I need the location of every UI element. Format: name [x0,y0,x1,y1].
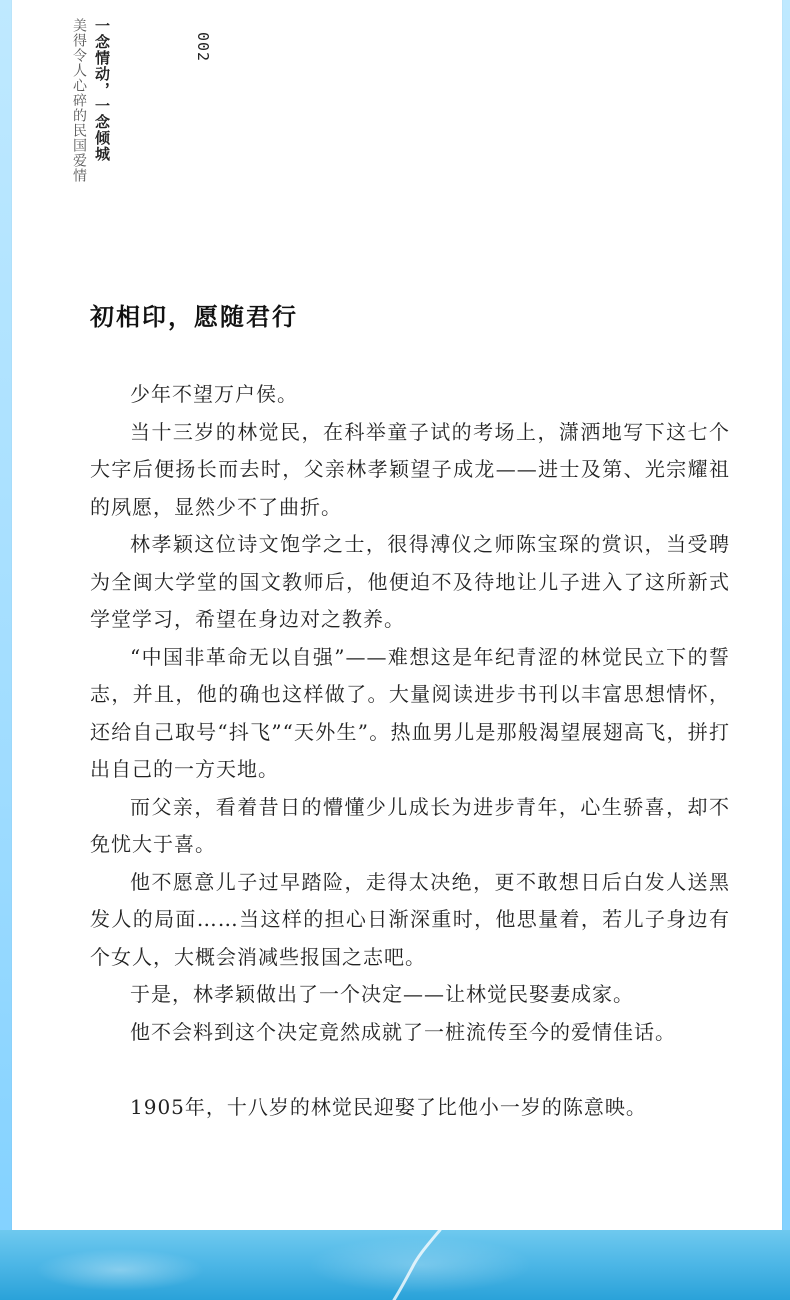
paragraph: 当十三岁的林觉民，在科举童子试的考场上，潇洒地写下这七个大字后便扬长而去时，父亲林孝颖望子成龙——进士及第、光宗耀祖的夙愿，显然少不了曲折。 [90,419,730,519]
paragraph: 而父亲，看着昔日的懵懂少儿成长为进步青年，心生骄喜，却不免忧大于喜。 [90,794,730,856]
paragraph: 1905年，十八岁的林觉民迎娶了比他小一岁的陈意映。 [130,1094,647,1119]
sea-background [0,1230,790,1300]
paragraph: 少年不望万户侯。 [130,382,298,406]
chapter-body [90,376,730,1126]
chapter-title: 初相印，愿随君行 [90,302,298,331]
book-subtitle: 美得令人心碎的民国爱情 [71,18,87,183]
paragraph: 林孝颖这位诗文饱学之士，很得溥仪之师陈宝琛的赏识，当受聘为全闽大学堂的国文教师后，他便迫不及待地让儿子进入了这所新式学堂学习，希望在身边对之教养。 [90,532,730,631]
running-header [72,18,109,183]
wave-line-icon [380,1230,450,1300]
paragraph: “中国非革命无以自强”——难想这是年纪青涩的林觉民立下的誓志，并且，他的确也这样做了。大量阅读进步书刊以丰富思想情怀，还给自己取号“抖飞”“天外生”。热血男儿是那般渴望展翅高飞，拼打出自己的一方天地。 [90,644,730,781]
book-page [12,0,782,1230]
page-number: 002 [194,32,212,63]
paragraph: 于是，林孝颖做出了一个决定——让林觉民娶妻成家。 [130,982,634,1006]
paragraph: 他不愿意儿子过早踏险，走得太决绝，更不敢想日后白发人送黑发人的局面……当这样的担心日渐深重时，他思量着，若儿子身边有个女人，大概会消减些报国之志吧。 [90,869,730,969]
paragraph: 他不会料到这个决定竟然成就了一桩流传至今的爱情佳话。 [130,1019,676,1044]
book-title: 一念情动，一念倾城 [93,18,111,162]
paragraph-gap [90,1051,730,1089]
